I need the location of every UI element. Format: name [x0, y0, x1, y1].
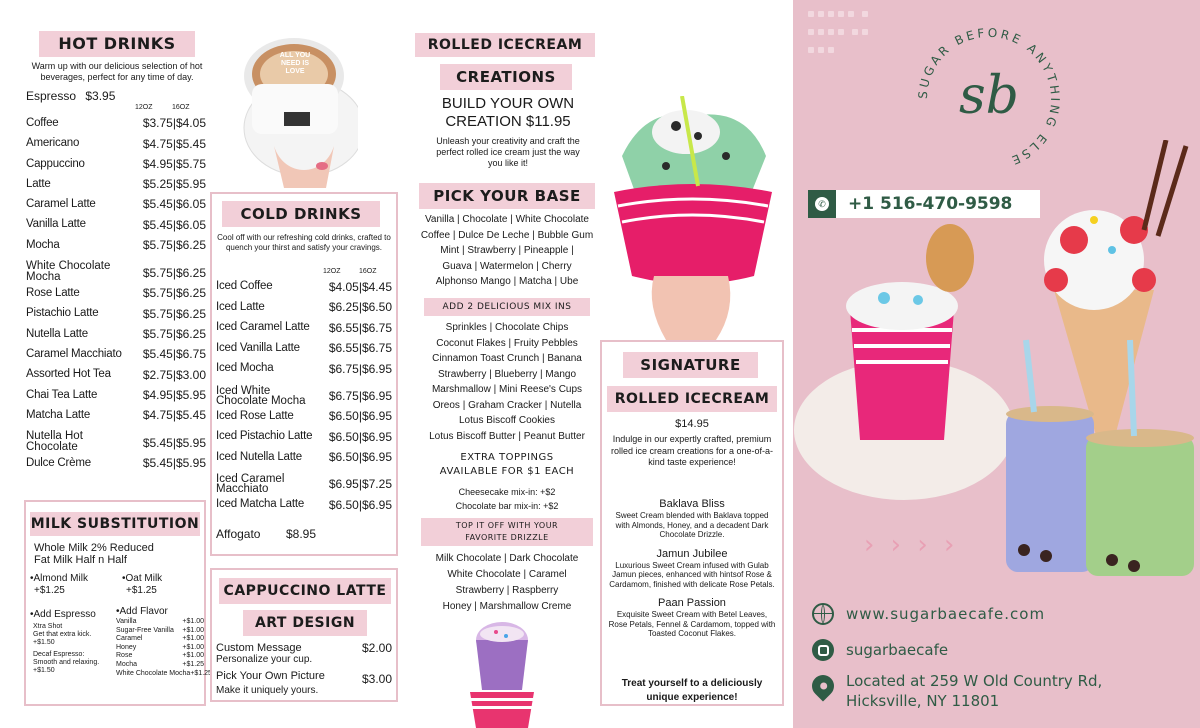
- mixins-title: ADD 2 DELICIOUS MIX INS: [424, 298, 590, 316]
- hot-drinks-list: [26, 113, 206, 473]
- flavor-row: [116, 644, 204, 653]
- oat-label: •Oat Milk: [122, 573, 163, 584]
- extra-title2: AVAILABLE FOR $1 EACH: [439, 466, 575, 477]
- hot-drink-price: $5.45|$5.95: [142, 456, 206, 471]
- signature-closing: Treat yourself to a deliciously unique experience!: [621, 678, 763, 703]
- almond-label: •Almond Milk: [30, 573, 88, 584]
- mixin-line: Lotus Biscoff Butter | Peanut Butter: [429, 430, 585, 442]
- ube-icecream-photo: [452, 620, 552, 728]
- milk-line1: Whole Milk 2% Reduced: [34, 542, 154, 554]
- milk-title: MILK SUBSTITUTION: [30, 512, 200, 536]
- logo-monogram: sb: [959, 66, 1019, 126]
- instagram-text: sugarbaecafe: [846, 641, 949, 659]
- hot-drink-row: [26, 154, 206, 174]
- flavor-row: [116, 669, 212, 679]
- affogato-price: $8.95: [285, 527, 316, 541]
- hot-drink-price: $3.75|$4.05: [142, 116, 206, 131]
- milk-line2: Fat Milk Half n Half: [34, 554, 127, 566]
- cold-drink-name: Iced Latte: [216, 300, 265, 313]
- custom-message-name: Custom Message: [216, 642, 302, 654]
- cold-drink-price: $6.50|$6.95: [328, 450, 392, 464]
- add-espresso-label: •Add Espresso: [30, 609, 96, 620]
- latte-art-title1: CAPPUCCINO LATTE: [219, 578, 391, 604]
- cold-drink-price: $6.75|$6.95: [328, 388, 392, 403]
- cold-drink-row: [216, 338, 392, 359]
- hot-drink-row: [26, 283, 206, 303]
- mixin-list: [414, 320, 600, 444]
- hot-drink-row: [26, 113, 206, 133]
- latte-item1: [216, 643, 392, 665]
- flavor-price: +$1.00: [182, 635, 204, 643]
- latte-art-title2: ART DESIGN: [243, 610, 367, 636]
- drizzle-title1: TOP IT OFF WITH YOUR: [455, 521, 559, 530]
- cold-drinks-list: [216, 276, 392, 515]
- hot-drink-price: $5.75|$6.25: [142, 326, 206, 341]
- hot-drink-name: Americano: [26, 137, 80, 150]
- flavor-name: Caramel: [116, 635, 143, 643]
- contact-info: [812, 600, 1196, 711]
- flavor-name: Rose: [116, 652, 133, 660]
- cold-drink-row: [216, 297, 392, 318]
- cold-drink-price: $6.95|$7.25: [328, 477, 392, 491]
- hot-drink-name: Chai Tea Latte: [26, 388, 98, 401]
- hot-drink-price: $4.95|$5.95: [142, 387, 206, 402]
- hot-drink-name: Assorted Hot Tea: [26, 368, 111, 381]
- base-line: Coffee | Dulce De Leche | Bubble Gum: [420, 229, 594, 241]
- hot-size-small: 12OZ: [135, 104, 153, 111]
- hot-drink-price: $5.75|$6.25: [142, 266, 206, 281]
- drizzle-title: [421, 518, 593, 546]
- hot-drinks-title: HOT DRINKS: [39, 31, 195, 57]
- flavor-price: +$1.25: [182, 660, 204, 668]
- hot-drink-price: $4.95|$5.75: [142, 156, 206, 171]
- hot-drink-price: $5.75|$6.25: [142, 238, 206, 253]
- cold-drink-name: Iced Mocha: [216, 362, 274, 374]
- mixin-line: Coconut Flakes | Fruity Pebbles: [436, 337, 578, 349]
- cold-drink-name: Iced Nutella Latte: [216, 450, 302, 463]
- mixin-line: Oreos | Graham Cracker | Nutella: [432, 399, 582, 411]
- logo-ring-text: SUGAR BEFORE ANYTHING ELSE: [915, 25, 1063, 169]
- hot-drink-price: $5.45|$6.05: [142, 197, 206, 212]
- flavor-price: +$1.00: [182, 626, 204, 634]
- hot-drink-price: $2.75|$3.00: [142, 367, 206, 382]
- desserts-photo: [794, 140, 1200, 576]
- signature-item: [604, 547, 780, 590]
- hot-drink-row: [26, 303, 206, 323]
- drizzle-title2: FAVORITE DRIZZLE: [465, 533, 549, 542]
- flavor-row: [116, 661, 204, 670]
- hot-drink-row: [26, 174, 206, 194]
- hot-drink-name: Pistachio Latte: [26, 307, 99, 320]
- build-title: BUILD YOUR OWN: [441, 95, 575, 112]
- flavor-row: [116, 618, 204, 627]
- drizzle-list: [414, 551, 600, 615]
- flavor-price: +$1.00: [182, 618, 204, 625]
- location-row: [812, 671, 1196, 711]
- cold-drink-price: $6.25|$6.50: [328, 300, 392, 314]
- cold-drink-price: $6.55|$6.75: [328, 320, 392, 335]
- rolled-title2: CREATIONS: [440, 64, 572, 90]
- base-line: Guava | Watermelon | Cherry: [442, 260, 572, 272]
- cold-drink-row: [216, 317, 392, 338]
- mixin-line: Lotus Biscoff Cookies: [459, 415, 555, 426]
- flavor-name: Mocha: [116, 660, 138, 668]
- flavor-name: Sugar-Free Vanilla: [116, 626, 174, 634]
- hot-drink-name: Cappuccino: [26, 157, 85, 170]
- base-line: Vanilla | Chocolate | White Chocolate: [425, 214, 589, 225]
- flavor-list: [116, 618, 212, 678]
- globe-icon: [812, 603, 834, 625]
- add-espresso: [30, 608, 112, 675]
- cold-drink-row: [216, 447, 392, 468]
- oat-milk: [122, 573, 162, 597]
- hot-drink-row: [26, 255, 206, 283]
- latte-item2: [216, 671, 392, 696]
- drizzle-line: Milk Chocolate | Dark Chocolate: [435, 553, 579, 564]
- instagram-icon: [812, 639, 834, 661]
- hot-drink-name: Rose Latte: [26, 287, 80, 300]
- base-list: [414, 212, 600, 290]
- signature-item-desc: Sweet Cream blended with Baklava topped with Almonds, Honey, and a decadent Dark Chocolate Drizzle.: [615, 511, 769, 539]
- base-line: Mint | Strawberry | Pineapple |: [440, 245, 574, 256]
- mint-icecream-photo: [606, 96, 780, 340]
- signature-item-name: Paan Passion: [658, 597, 726, 609]
- instagram-row[interactable]: [812, 635, 1196, 665]
- rolled-title1: ROLLED ICECREAM: [415, 33, 595, 57]
- phone-icon: ✆: [808, 190, 836, 218]
- flavor-name: Vanilla: [116, 618, 137, 625]
- website-row[interactable]: [812, 600, 1196, 628]
- cold-drink-name: Iced White Chocolate Mocha: [216, 384, 306, 407]
- cold-drink-row: [216, 379, 392, 406]
- hot-drink-name: Dulce Crème: [26, 457, 91, 470]
- custom-message-desc: Personalize your cup.: [216, 654, 313, 665]
- hot-drink-price: $5.75|$6.25: [142, 286, 206, 301]
- xtra-shot: Xtra Shot: [33, 623, 63, 630]
- espresso-name: Espresso: [26, 89, 77, 103]
- cold-drink-price: $6.50|$6.95: [328, 497, 392, 512]
- own-picture-price: $3.00: [361, 672, 392, 686]
- signature-item-desc: Luxurious Sweet Cream infused with Gulab Jamun pieces, enhanced with hintsof Rose & Cardamom, finished with delicate Rose Petals.: [609, 560, 775, 589]
- hot-drink-row: [26, 214, 206, 234]
- extra-title: [414, 451, 600, 479]
- hot-drink-name: Coffee: [26, 117, 59, 129]
- affogato-name: Affogato: [216, 527, 261, 541]
- hot-drink-price: $5.45|$6.75: [142, 347, 206, 362]
- custom-message-price: $2.00: [361, 641, 392, 655]
- website-text: www.sugarbaecafe.com: [846, 605, 1046, 623]
- flavor-name: White Chocolate Mocha: [116, 669, 191, 677]
- cold-drink-row: [216, 494, 392, 515]
- cold-drink-price: $6.55|$6.75: [328, 341, 392, 355]
- hot-drink-row: [26, 405, 206, 425]
- cold-drink-row: [216, 276, 392, 297]
- signature-list: [604, 497, 780, 646]
- hot-drink-name: Caramel Latte: [26, 198, 96, 211]
- signature-title2: ROLLED ICECREAM: [607, 386, 777, 412]
- hot-drink-row: [26, 425, 206, 453]
- location-pin-icon: [807, 670, 838, 701]
- cold-drinks-desc: Cool off with our refreshing cold drinks, crafted to quench your thirst and satisfy your cravings.: [217, 233, 391, 252]
- base-line: Alphonso Mango | Matcha | Ube: [435, 276, 579, 287]
- hot-drink-row: [26, 344, 206, 364]
- build-desc: Unleash your creativity and craft the perfect rolled ice cream just the way you like it!: [436, 136, 580, 168]
- own-picture-desc: Make it uniquely yours.: [216, 685, 319, 696]
- hot-drink-name: Vanilla Latte: [26, 218, 86, 231]
- cold-drink-row: [216, 406, 392, 427]
- hot-drink-price: $4.75|$5.45: [142, 136, 206, 151]
- cold-size-small: 12OZ: [323, 268, 341, 275]
- flavor-name: Honey: [116, 643, 137, 651]
- hot-drink-name: Mocha: [26, 238, 60, 251]
- decorative-dots: [806, 6, 876, 66]
- add-flavor-label: •Add Flavor: [116, 606, 168, 617]
- signature-item: [604, 497, 780, 540]
- mixin-line: Cinnamon Toast Crunch | Banana: [432, 353, 582, 364]
- cold-drink-price: $4.05|$4.45: [328, 279, 392, 294]
- flavor-price: +$1.00: [182, 643, 204, 651]
- location-line2: Hicksville, NY 11801: [846, 692, 1000, 710]
- cold-drink-price: $6.50|$6.95: [328, 409, 392, 423]
- extra-items: [414, 485, 600, 513]
- hot-drink-name: Nutella Latte: [26, 327, 88, 340]
- flavor-price: +$1.25: [190, 669, 212, 677]
- base-title: PICK YOUR BASE: [419, 183, 595, 209]
- flavor-row: [116, 635, 204, 644]
- espresso-price: $3.95: [85, 89, 116, 103]
- hot-drink-row: [26, 385, 206, 405]
- almond-milk: [30, 573, 88, 597]
- extra-title1: EXTRA TOPPINGS: [460, 452, 554, 463]
- drizzle-line: Strawberry | Raspberry: [455, 585, 559, 596]
- flavor-row: [116, 627, 204, 636]
- mixin-line: Strawberry | Blueberry | Mango: [437, 368, 577, 380]
- drizzle-line: Honey | Marshmallow Creme: [442, 601, 572, 612]
- hot-drink-price: $5.45|$6.05: [142, 217, 206, 232]
- cold-drink-row: [216, 426, 392, 447]
- oat-price: +$1.25: [126, 585, 157, 596]
- latte-art-photo: [214, 28, 358, 188]
- build-price: CREATION $11.95: [445, 113, 571, 130]
- almond-price: +$1.25: [34, 585, 65, 596]
- signature-price: $14.95: [675, 418, 709, 430]
- signature-item-name: Baklava Bliss: [659, 498, 725, 510]
- hot-drink-price: $5.25|$5.95: [142, 177, 206, 192]
- hot-drink-price: $4.75|$5.45: [142, 408, 206, 423]
- flavor-row: [116, 652, 204, 661]
- cold-drink-name: Iced Pistachio Latte: [216, 430, 313, 442]
- cold-drink-name: Iced Coffee: [216, 280, 273, 292]
- hot-drink-name: Latte: [26, 177, 51, 190]
- hot-drink-name: White Chocolate Mocha: [26, 260, 111, 284]
- drizzle-line: White Chocolate | Caramel: [447, 569, 567, 580]
- cold-size-large: 16OZ: [359, 268, 377, 275]
- cold-drinks-title: COLD DRINKS: [222, 201, 380, 227]
- cold-drink-price: $6.50|$6.95: [328, 429, 392, 444]
- mixin-line: Marshmallow | Mini Reese's Cups: [431, 384, 583, 395]
- xtra-desc: Get that extra kick.: [33, 631, 92, 638]
- add-flavor: [116, 605, 212, 678]
- xtra-price: +$1.50: [33, 639, 55, 646]
- chevrons: › › › ›: [864, 530, 959, 560]
- signature-desc: Indulge in our expertly crafted, premium rolled ice cream creations for a one-of-a-kind taste experience!: [610, 434, 774, 467]
- hot-drink-name: Matcha Latte: [26, 408, 91, 421]
- decaf-desc: Smooth and relaxing.: [33, 659, 100, 666]
- extra-chocolate-bar: Chocolate bar mix-in: +$2: [455, 501, 559, 511]
- mixin-line: Sprinkles | Chocolate Chips: [445, 322, 569, 333]
- cold-drink-name: Iced Vanilla Latte: [216, 341, 300, 354]
- hot-drink-row: [26, 235, 206, 255]
- hot-drink-name: Nutella Hot Chocolate: [26, 430, 83, 454]
- hot-drink-row: [26, 133, 206, 153]
- signature-item-desc: Exquisite Sweet Cream with Betel Leaves, Rose Petals, Fennel & Cardamom, topped with Toasted Coconut Flakes.: [608, 610, 776, 638]
- latte-cup-text: ALL YOU NEED IS LOVE: [279, 52, 311, 75]
- decaf-price: +$1.50: [33, 667, 55, 674]
- cold-drink-price: $6.75|$6.95: [328, 361, 392, 376]
- signature-item: [604, 596, 780, 639]
- extra-cheesecake: Cheesecake mix-in: +$2: [458, 487, 556, 497]
- cold-drink-name: Iced Caramel Latte: [216, 321, 310, 333]
- hot-size-large: 16OZ: [172, 104, 190, 111]
- hot-drinks-desc: Warm up with our delicious selection of hot beverages, perfect for any time of day.: [31, 61, 203, 82]
- hot-drink-name: Caramel Macchiato: [26, 347, 122, 360]
- hot-drink-price: $5.45|$5.95: [142, 436, 206, 451]
- signature-title1: SIGNATURE: [623, 352, 758, 378]
- signature-item-name: Jamun Jubilee: [656, 547, 728, 560]
- espresso-row: [26, 89, 206, 103]
- hot-drink-price: $5.75|$6.25: [142, 306, 206, 321]
- location-line1: Located at 259 W Old Country Rd,: [846, 672, 1103, 690]
- cold-drink-name: Iced Caramel Macchiato: [216, 473, 285, 495]
- cold-drink-row: [216, 358, 392, 379]
- hot-drink-row: [26, 324, 206, 344]
- affogato-row: [216, 527, 316, 541]
- hot-drink-row: [26, 453, 206, 473]
- hot-drink-row: [26, 194, 206, 214]
- cold-drink-name: Iced Rose Latte: [216, 409, 294, 422]
- decaf: Decaf Espresso:: [33, 651, 85, 658]
- phone-number: +1 516-470-9598: [848, 194, 1013, 214]
- cold-drink-name: Iced Matcha Latte: [216, 498, 305, 510]
- cold-drink-row: [216, 467, 392, 494]
- flavor-price: +$1.00: [182, 652, 204, 660]
- own-picture-name: Pick Your Own Picture: [216, 670, 325, 682]
- hot-drink-row: [26, 364, 206, 384]
